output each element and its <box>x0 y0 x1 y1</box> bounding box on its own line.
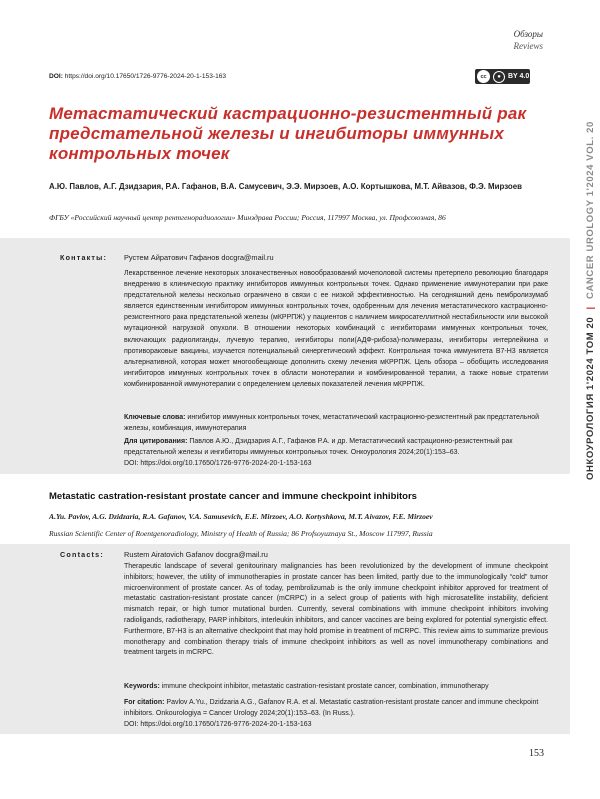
citation-text-en: Pavlov A.Yu., Dzidzaria A.G., Gafanov R.A. et al. Metastatic castration-resistant prostate cancer and immune checkpoint inhibitors. Onkourologiya = Cancer Urology 2024;20(1):153–63. (In Russ.). <box>124 699 539 717</box>
article-title-en: Metastatic castration-resistant prostate cancer and immune checkpoint inhibitors <box>49 491 417 502</box>
doi-link[interactable]: https://doi.org/10.17650/1726-9776-2024-20-1-153-163 <box>64 73 227 80</box>
article-title-ru: Метастатический кастрационно-резистентный рак предстательной железы и ингибиторы иммунных контрольных точек <box>49 104 527 163</box>
citation-label-ru: Для цитирования: <box>124 438 188 445</box>
doi-label: DOI: <box>49 73 63 80</box>
keywords-text-en: immune checkpoint inhibitor, metastatic castration-resistant prostate cancer, combination, immunotherapy <box>161 683 489 690</box>
section-label-en: Reviews <box>513 41 543 51</box>
side-journal-label <box>585 121 596 480</box>
person-icon: ● <box>493 71 505 83</box>
license-badge[interactable] <box>475 69 530 84</box>
affiliation-ru: ФГБУ «Российский научный центр рентгенорадиологии» Минздрава России; Россия, 117997 Москва, ул. Профсоюзная, 86 <box>49 213 446 222</box>
keywords-ru <box>124 412 548 434</box>
side-volume-en: VOL. 20 <box>585 121 596 161</box>
affiliation-en: Russian Scientific Center of Roentgenoradiology, Ministry of Health of Russia; 86 Profsoyuznaya St., Moscow 117997, Russia <box>49 529 433 538</box>
keywords-label-ru: Ключевые слова: <box>124 414 186 421</box>
contacts-value-en[interactable]: Rustem Airatovich Gafanov docgra@mail.ru <box>124 550 268 559</box>
doi-line <box>49 73 226 80</box>
citation-doi-en[interactable]: DOI: https://doi.org/10.17650/1726-9776-2024-20-1-153-163 <box>124 721 312 728</box>
keywords-en <box>124 681 548 692</box>
keywords-label-en: Keywords: <box>124 683 160 690</box>
citation-en <box>124 697 548 730</box>
cc-icon: cc <box>477 70 490 83</box>
side-separator: | <box>585 306 596 310</box>
page-number: 153 <box>529 748 544 759</box>
keywords-text-ru: ингибитор иммунных контрольных точек, метастатический кастрационно-резистентный рак предстательной железы, комбинация, иммунотерапия <box>124 414 540 432</box>
license-text: BY 4.0 <box>508 73 530 80</box>
contacts-label-en: Contacts: <box>60 550 104 559</box>
authors-ru: А.Ю. Павлов, А.Г. Дзидзария, Р.А. Гафанов, В.А. Самусевич, Э.Э. Мирзоев, А.О. Кортышкова, М.Т. Айвазов, Ф.Э. Мирзоев <box>49 182 522 191</box>
citation-label-en: For citation: <box>124 699 165 706</box>
abstract-ru: Лекарственное лечение некоторых злокачественных новообразований мочеполовой системы претерпело революцию благодаря внедрению в клиническую практику ингибиторов иммунных контрольных точек. Однако применение иммунотерапии при раке предстательной железы несколько ограничено в связи с ее низкой эффективностью. На сегодняшний день пембролизумаб является единственным ингибитором иммунных контрольных точек, одобренным для лечения метастатического кастрационно-резистентного рака предстательной железы (мКРРПЖ) у пациентов с наличием микросателлитной нестабильности или высокой мутационной нагрузкой опухоли. В отношении некоторых комбинаций с ингибиторами иммунных контрольных точек, включающих радиолиганды, лучевую терапию, ингибиторы поли(АДФ-рибоза)-полимеразы, ингибиторы интерлейкина и противораковые вакцины, изучается потенциальный синергетический эффект. Контрольная точка иммунитета B7-H3 является альтернативной, которая может многообещающе дополнить схему лечения мКРРПЖ. Цель обзора – обобщить исследования ингибиторов иммунных контрольных точек в области монотерапии и комбинированной терапии, а также новые стратегии комбинированной иммунотерапии с определением целевых показателей лечения мКРРПЖ. <box>124 270 548 388</box>
contacts-label-ru: Контакты: <box>60 253 108 262</box>
citation-doi-ru[interactable]: DOI: https://doi.org/10.17650/1726-9776-2024-20-1-153-163 <box>124 460 312 467</box>
abstract-en: Therapeutic landscape of several genitourinary malignancies has been revolutionized by the development of immune checkpoint inhibitors; however, the utility of immunotherapies in prostate cancer has been limited, partly due to the immunologically “cold” tumor microenvironment of prostate cancer. As of today, pembrolizumab is the only immune checkpoint inhibitor approved for treatment of metastatic castration-resistant prostate cancer (mCRPC) in a select group of patients with high microsatellite instability, deficient mismatch repair, or high tumor mutational burden. Currently, several combinations with immune checkpoint inhibitors involving radioligands, radiotherapy, PARP inhibitors, interleukin inhibitors, and cancer vaccines are being explored for potential synergistic effect. Furthermore, B7-H3 is an alternative checkpoint that may hold promise in treatment of mCRPC. This review aims to summarize previous monotherapy and combination therapy trials of immune checkpoint inhibitors as well as novel immunotherapy combinations and treatment targets in mCRPC. <box>124 563 548 657</box>
section-label-ru: Обзоры <box>513 29 543 39</box>
citation-text-ru: Павлов А.Ю., Дзидзария А.Г., Гафанов Р.А. и др. Метастатический кастрационно-резистентный рак предстательной железы и ингибиторы иммунных контрольных точек. Онкоурология 2024;20(1):153–63. <box>124 438 513 456</box>
side-journal-ru: ОНКОУРОЛОГИЯ 1'2024 <box>585 357 596 480</box>
authors-en: A.Yu. Pavlov, A.G. Dzidzaria, R.A. Gafanov, V.A. Samusevich, E.E. Mirzoev, A.O. Kortyshkova, M.T. Aivazov, F.E. Mirzoev <box>49 512 433 521</box>
citation-ru <box>124 436 548 469</box>
side-volume-ru: ТОМ 20 <box>585 316 596 355</box>
contacts-value-ru[interactable]: Рустем Айратович Гафанов docgra@mail.ru <box>124 253 274 262</box>
side-journal-en: CANCER UROLOGY 1'2024 <box>585 163 596 299</box>
